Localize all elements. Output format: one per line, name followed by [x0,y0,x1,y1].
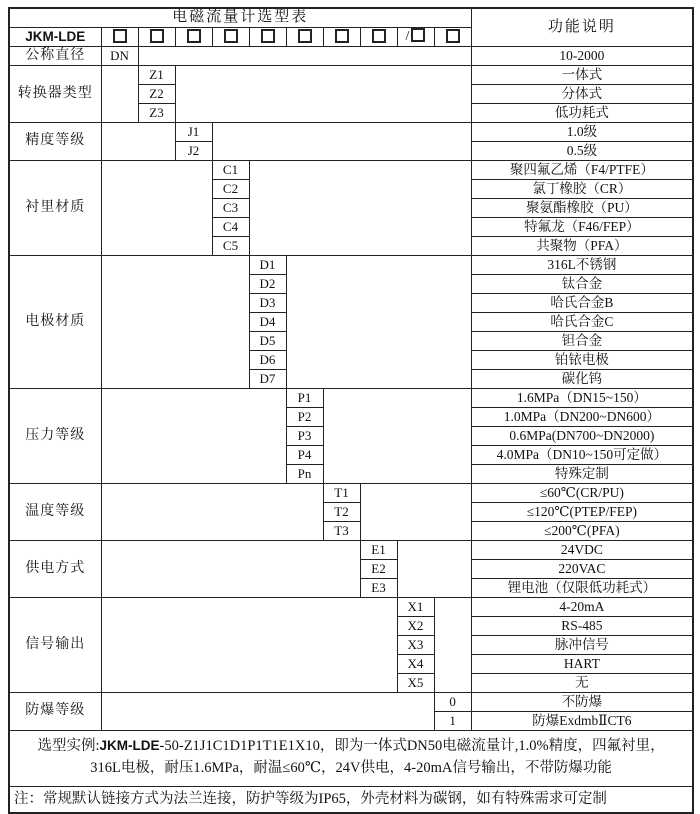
desc-d7: 碳化钨 [471,370,693,389]
label-signal-output: 信号输出 [9,598,101,693]
code-j2: J2 [175,142,212,161]
desc-j2: 0.5级 [471,142,693,161]
desc-x5: 无 [471,674,693,693]
code-c2: C2 [212,180,249,199]
desc-z3: 低功耗式 [471,104,693,123]
code-d6: D6 [249,351,286,370]
code-t2: T2 [323,503,360,522]
desc-d6: 铂铱电极 [471,351,693,370]
model-checkbox-cell-5[interactable] [249,28,286,47]
example-line-2: 316L电极，耐压1.6MPa，耐温≤60℃，24V供电，4-20mA信号输出，不带防爆功能 [90,759,612,776]
code-p3: P3 [286,427,323,446]
spacer-cell [101,389,286,484]
spacer-cell [286,256,471,389]
desc-x4: HART [471,655,693,674]
spacer-cell [175,66,471,123]
desc-d5: 钽合金 [471,332,693,351]
desc-c1: 聚四氟乙烯（F4/PTFE） [471,161,693,180]
label-temperature-grade: 温度等级 [9,484,101,541]
spacer-cell [397,541,471,598]
model-checkbox-cell-2[interactable] [138,28,175,47]
code-d2: D2 [249,275,286,294]
spacer-cell [212,123,471,161]
model-checkbox-cell-9[interactable] [397,28,434,47]
spacer-cell [101,123,175,161]
spacer-cell [138,47,471,66]
checkbox-icon[interactable] [150,29,164,43]
code-z3: Z3 [138,104,175,123]
checkbox-icon[interactable] [335,29,349,43]
table-title: 电磁流量计选型表 [9,8,471,28]
label-power-supply: 供电方式 [9,541,101,598]
spacer-cell [101,256,249,389]
label-lining-material: 衬里材质 [9,161,101,256]
label-pressure-grade: 压力等级 [9,389,101,484]
desc-p3: 0.6MPa(DN700~DN2000) [471,427,693,446]
spacer-cell [101,484,323,541]
desc-x3: 脉冲信号 [471,636,693,655]
desc-e2: 220VAC [471,560,693,579]
code-p2: P2 [286,408,323,427]
desc-c5: 共聚物（PFA） [471,237,693,256]
desc-e1: 24VDC [471,541,693,560]
spacer-cell [360,484,471,541]
desc-t2: ≤120℃(PTEP/FEP) [471,503,693,522]
checkbox-icon[interactable] [372,29,386,43]
desc-p2: 1.0MPa（DN200~DN600） [471,408,693,427]
code-j1: J1 [175,123,212,142]
desc-t1: ≤60℃(CR/PU) [471,484,693,503]
checkbox-icon[interactable] [187,29,201,43]
desc-j1: 1.0级 [471,123,693,142]
desc-z1: 一体式 [471,66,693,85]
desc-x2: RS-485 [471,617,693,636]
checkbox-icon[interactable] [446,29,460,43]
desc-x1: 4-20mA [471,598,693,617]
code-e3: E3 [360,579,397,598]
label-nominal-diameter: 公称直径 [9,47,101,66]
code-e2: E2 [360,560,397,579]
code-d1: D1 [249,256,286,275]
code-d3: D3 [249,294,286,313]
desc-d1: 316L不锈钢 [471,256,693,275]
model-prefix: JKM-LDE [9,28,101,47]
code-d5: D5 [249,332,286,351]
spacer-cell [101,541,360,598]
label-converter-type: 转换器类型 [9,66,101,123]
code-pn: Pn [286,465,323,484]
desc-exproof-1: 防爆ExdmbⅡCT6 [471,712,693,731]
code-c3: C3 [212,199,249,218]
model-checkbox-cell-4[interactable] [212,28,249,47]
footer-note [9,786,693,813]
example-line-1 [12,736,690,758]
example-model-code: JKM-LDE [99,738,160,753]
label-electrode-material: 电极材质 [9,256,101,389]
desc-exproof-0: 不防爆 [471,693,693,712]
model-checkbox-cell-3[interactable] [175,28,212,47]
example-rest: -50-Z1J1C1D1P1T1E1X10，即为一体式DN50电磁流量计,1.0%精度，四氟衬里， [159,738,665,754]
model-checkbox-cell-8[interactable] [360,28,397,47]
desc-z2: 分体式 [471,85,693,104]
desc-t3: ≤200℃(PFA) [471,522,693,541]
model-checkbox-cell-10[interactable] [434,28,471,47]
code-z1: Z1 [138,66,175,85]
note-text: 注：常规默认链接方式为法兰连接，防护等级为IP65，外壳材料为碳钢，如有特殊需求可定制 [14,790,607,807]
code-x3: X3 [397,636,434,655]
desc-p1: 1.6MPa（DN15~150） [471,389,693,408]
code-x5: X5 [397,674,434,693]
desc-d2: 钛合金 [471,275,693,294]
code-x1: X1 [397,598,434,617]
spacer-cell [101,693,434,731]
checkbox-icon[interactable] [298,29,312,43]
label-accuracy-grade: 精度等级 [9,123,101,161]
code-exproof-1: 1 [434,712,471,731]
checkbox-icon[interactable] [411,28,425,42]
code-c4: C4 [212,218,249,237]
code-x4: X4 [397,655,434,674]
model-checkbox-cell-7[interactable] [323,28,360,47]
checkbox-icon[interactable] [224,29,238,43]
desc-d3: 哈氏合金B [471,294,693,313]
function-column-header: 功能说明 [471,8,693,47]
spacer-cell [101,66,138,123]
example-prefix: 选型实例: [37,738,100,754]
code-x2: X2 [397,617,434,636]
code-c5: C5 [212,237,249,256]
desc-pn: 特殊定制 [471,465,693,484]
code-dn: DN [101,47,138,66]
desc-d4: 哈氏合金C [471,313,693,332]
code-z2: Z2 [138,85,175,104]
code-c1: C1 [212,161,249,180]
code-p1: P1 [286,389,323,408]
label-explosion-proof-grade: 防爆等级 [9,693,101,731]
spacer-cell [101,598,397,693]
spacer-cell [249,161,471,256]
desc-c4: 特氟龙（F46/FEP） [471,218,693,237]
code-d7: D7 [249,370,286,389]
desc-dn: 10-2000 [471,47,693,66]
desc-p4: 4.0MPa（DN10~150可定做） [471,446,693,465]
selection-table [8,7,694,814]
code-p4: P4 [286,446,323,465]
code-t1: T1 [323,484,360,503]
spacer-cell [101,161,212,256]
code-t3: T3 [323,522,360,541]
code-e1: E1 [360,541,397,560]
slash-separator: / [405,29,410,45]
code-exproof-0: 0 [434,693,471,712]
desc-c2: 氯丁橡胶（CR） [471,180,693,199]
spacer-cell [434,598,471,693]
desc-e3: 锂电池（仅限低功耗式） [471,579,693,598]
selection-example [9,731,693,787]
checkbox-icon[interactable] [113,29,127,43]
desc-c3: 聚氨酯橡胶（PU） [471,199,693,218]
spacer-cell [323,389,471,484]
checkbox-icon[interactable] [261,29,275,43]
model-checkbox-cell-1[interactable] [101,28,138,47]
code-d4: D4 [249,313,286,332]
model-checkbox-cell-6[interactable] [286,28,323,47]
